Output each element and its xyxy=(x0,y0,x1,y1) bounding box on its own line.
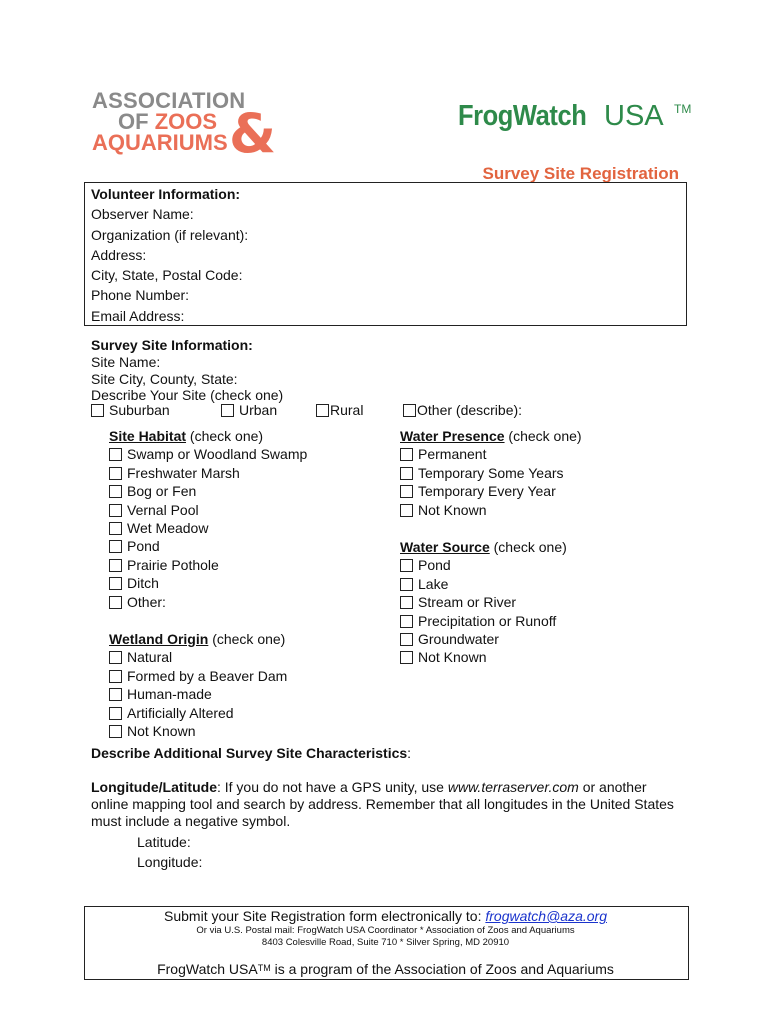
water-presence-group xyxy=(400,427,582,519)
checkbox[interactable] xyxy=(400,448,413,461)
checkbox[interactable] xyxy=(109,522,122,535)
site-habitat-heading: Site Habitat xyxy=(109,428,187,444)
water-presence-heading: Water Presence xyxy=(400,428,505,444)
aza-logo xyxy=(92,88,277,165)
site-type-urban[interactable]: Urban xyxy=(221,401,277,419)
email-link[interactable]: frogwatch@aza.org xyxy=(485,908,607,924)
site-type-other[interactable]: Other (describe): xyxy=(403,401,522,419)
postal-mail-line2: 8403 Colesville Road, Suite 710 * Silver Spring, MD 20910 xyxy=(261,937,510,948)
describe-site-label: Describe Your Site (check one) xyxy=(91,387,284,404)
origin-option[interactable]: Artificially Altered xyxy=(109,704,287,722)
terraserver-link[interactable]: www.terraserver.com xyxy=(447,779,579,795)
checkbox[interactable] xyxy=(109,651,122,664)
origin-option[interactable]: Human-made xyxy=(109,685,287,703)
checkbox[interactable] xyxy=(400,467,413,480)
volunteer-heading: Volunteer Information: xyxy=(91,186,241,202)
program-statement: FrogWatch USA™ is a program of the Association of Zoos and Aquariums xyxy=(157,961,614,977)
longitude-latitude-section: Longitude/Latitude: If you do not have a GPS unity, use www.terraserver.com or another online mapping tool and search by address. Remember that all longitudes in the United States must include a negative symbol. xyxy=(91,779,674,829)
checkbox[interactable] xyxy=(400,559,413,572)
habitat-option[interactable]: Swamp or Woodland Swamp xyxy=(109,445,307,463)
observer-name-field[interactable]: Observer Name: xyxy=(91,206,194,223)
checkbox[interactable] xyxy=(109,670,122,683)
habitat-option[interactable]: Vernal Pool xyxy=(109,501,307,519)
checkbox[interactable] xyxy=(109,467,122,480)
aza-logo-zoos: ZOOS xyxy=(154,109,218,134)
site-name-field[interactable]: Site Name: xyxy=(91,353,161,370)
presence-option[interactable]: Permanent xyxy=(400,445,582,463)
aza-logo-ampersand: & xyxy=(229,102,277,165)
source-option[interactable]: Not Known xyxy=(400,648,567,666)
checkbox[interactable] xyxy=(316,404,329,417)
frogwatch-logo-name: FrogWatch xyxy=(458,100,587,132)
checkbox[interactable] xyxy=(400,651,413,664)
source-option[interactable]: Lake xyxy=(400,575,567,593)
phone-number-field[interactable]: Phone Number: xyxy=(91,287,190,304)
checkbox[interactable] xyxy=(109,725,122,738)
water-presence-note: (check one) xyxy=(504,428,582,444)
volunteer-info xyxy=(91,184,248,326)
checkbox[interactable] xyxy=(109,596,122,609)
water-source-group xyxy=(400,538,567,667)
checkbox[interactable] xyxy=(400,596,413,609)
survey-site-info xyxy=(91,337,283,404)
aza-logo-line1: ASSOCIATION xyxy=(92,88,246,113)
submit-text: Submit your Site Registration form electronically to: xyxy=(164,908,486,924)
origin-option[interactable]: Not Known xyxy=(109,722,287,740)
checkbox[interactable] xyxy=(109,688,122,701)
frogwatch-logo-tm: TM xyxy=(674,102,692,116)
site-habitat-group xyxy=(109,427,307,611)
wetland-origin-heading: Wetland Origin xyxy=(109,631,209,647)
origin-option[interactable]: Formed by a Beaver Dam xyxy=(109,667,287,685)
frogwatch-logo xyxy=(458,100,692,133)
checkbox[interactable] xyxy=(400,615,413,628)
longitude-field[interactable]: Longitude: xyxy=(137,854,203,870)
frogwatch-logo-usa: USA xyxy=(604,100,664,132)
lonlat-heading: Longitude/Latitude xyxy=(91,779,217,795)
presence-option[interactable]: Not Known xyxy=(400,501,582,519)
checkbox[interactable] xyxy=(109,448,122,461)
source-option[interactable]: Precipitation or Runoff xyxy=(400,612,567,630)
checkbox[interactable] xyxy=(400,633,413,646)
aza-logo-line3: AQUARIUMS xyxy=(92,130,228,155)
email-address-field[interactable]: Email Address: xyxy=(91,307,185,324)
checkbox[interactable] xyxy=(400,578,413,591)
page-title: Survey Site Registration xyxy=(482,164,679,183)
checkbox[interactable] xyxy=(109,485,122,498)
checkbox[interactable] xyxy=(91,404,104,417)
address-field[interactable]: Address: xyxy=(91,246,147,263)
site-habitat-note: (check one) xyxy=(186,428,264,444)
footer-content xyxy=(84,908,687,978)
site-type-suburban[interactable]: Suburban xyxy=(91,401,170,419)
habitat-option[interactable]: Pond xyxy=(109,537,307,555)
aza-logo-of: OF xyxy=(118,109,149,134)
survey-site-heading: Survey Site Information: xyxy=(91,337,253,353)
wetland-origin-group xyxy=(109,630,287,740)
lonlat-line3: must include a negative symbol. xyxy=(91,812,291,829)
habitat-option[interactable]: Wet Meadow xyxy=(109,519,307,537)
habitat-option[interactable]: Ditch xyxy=(109,574,307,592)
habitat-option[interactable]: Bog or Fen xyxy=(109,482,307,500)
checkbox[interactable] xyxy=(400,504,413,517)
checkbox[interactable] xyxy=(109,577,122,590)
checkbox[interactable] xyxy=(109,559,122,572)
water-source-heading: Water Source xyxy=(400,539,490,555)
city-state-postal-field[interactable]: City, State, Postal Code: xyxy=(91,267,243,284)
site-type-rural[interactable]: Rural xyxy=(316,401,363,419)
checkbox[interactable] xyxy=(403,404,416,417)
checkbox[interactable] xyxy=(221,404,234,417)
source-option[interactable]: Groundwater xyxy=(400,630,567,648)
water-source-note: (check one) xyxy=(489,539,567,555)
latitude-field[interactable]: Latitude: xyxy=(137,834,191,850)
source-option[interactable]: Pond xyxy=(400,556,567,574)
origin-option[interactable]: Natural xyxy=(109,648,287,666)
wetland-origin-note: (check one) xyxy=(208,631,286,647)
presence-option[interactable]: Temporary Some Years xyxy=(400,464,582,482)
checkbox[interactable] xyxy=(109,540,122,553)
habitat-option[interactable]: Other: xyxy=(109,593,307,611)
organization-field[interactable]: Organization (if relevant): xyxy=(91,226,249,243)
postal-mail-line1: Or via U.S. Postal mail: FrogWatch USA Coordinator * Association of Zoos and Aquariums xyxy=(196,925,575,936)
characteristics-label[interactable]: Describe Additional Survey Site Characteristics: xyxy=(91,745,412,761)
habitat-option[interactable]: Prairie Pothole xyxy=(109,556,307,574)
checkbox[interactable] xyxy=(109,707,122,720)
checkbox[interactable] xyxy=(400,485,413,498)
checkbox[interactable] xyxy=(109,504,122,517)
presence-option[interactable]: Temporary Every Year xyxy=(400,482,582,500)
habitat-option[interactable]: Freshwater Marsh xyxy=(109,464,307,482)
source-option[interactable]: Stream or River xyxy=(400,593,567,611)
site-city-county-state-field[interactable]: Site City, County, State: xyxy=(91,370,238,387)
lonlat-line2: online mapping tool and search by address. Remember that all longitudes in the United States xyxy=(91,795,674,812)
